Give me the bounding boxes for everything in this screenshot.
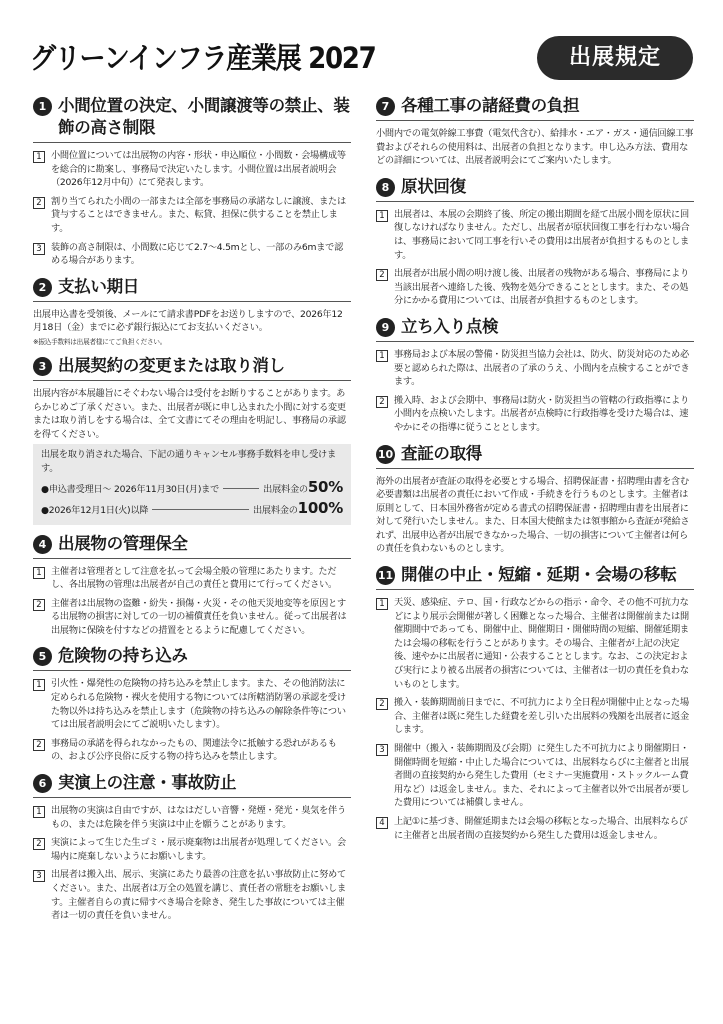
list-item bbox=[33, 597, 351, 638]
item-number: 1 bbox=[33, 806, 45, 818]
section-10-header bbox=[376, 443, 694, 469]
item-number: 3 bbox=[376, 744, 388, 756]
item-text: 搬入時、および会期中、事務局は防火・防災担当の管轄の行政指導により小間内を点検いたします。出展者が点検時に行政指導を受けた場合は、速やかにその指導に従うこととします。 bbox=[394, 394, 689, 433]
left-column bbox=[33, 95, 351, 931]
item-number: 3 bbox=[33, 870, 45, 882]
item-number: 2 bbox=[376, 396, 388, 408]
section-4-header bbox=[33, 533, 351, 559]
section-3-header bbox=[33, 355, 351, 381]
regulations-badge: 出展規定 bbox=[537, 36, 693, 80]
section-9 bbox=[376, 316, 694, 435]
section-paragraph: 小間内での電気幹線工事費（電気代含む）、給排水・エア・ガス・通信回線工事費およびそれらの使用料は、出展者の負担となります。申し込み方法、費用などの詳細については、出展者説明会にてご案内いたします。 bbox=[376, 128, 694, 167]
item-text: 出展者は搬入出、展示、実演にあたり最善の注意を払い事故防止に努めてください。また、出展者は万全の処置を講じ、責任者の常駐をお願いします。主催者自らの責に帰すべき場合を除き、発生した事故については主催者は一切の責任を負いません。 bbox=[51, 869, 346, 922]
section-paragraph: 海外の出展者が査証の取得を必要とする場合、招聘保証書・招聘理由書を含む必要書類は出展者の責任において作成・手続きを行うものとします。主催者は原則として、日本国外務省が定める書式の招聘保証書・招聘理由書を出展者に対して発行いたしません。また、日本国大使館または領事館から査証が発給されず、出展申込者が出展できなかった場合、一切の損害について主催者は何らの責任を負わないものとします。 bbox=[376, 475, 690, 555]
list-item bbox=[33, 241, 351, 268]
event-title: グリーンインフラ産業展 2027 bbox=[30, 41, 376, 75]
section-number-badge: 9 bbox=[376, 318, 395, 337]
right-column bbox=[376, 95, 694, 850]
cancellation-fee-label: 出展料金の bbox=[263, 483, 308, 495]
list-item bbox=[33, 565, 351, 592]
section-title: 立ち入り点検 bbox=[401, 316, 499, 336]
item-number: 2 bbox=[33, 838, 45, 850]
section-2-header bbox=[33, 276, 351, 302]
leader-line bbox=[223, 488, 259, 489]
leader-line bbox=[152, 509, 249, 510]
section-title: 各種工事の諸経費の負担 bbox=[401, 96, 580, 115]
item-text: 搬入・装飾期間前日までに、不可抗力により全日程が開催中止となった場合、主催者は既に発生した経費を差し引いた出展料の残額を出展者に返金します。 bbox=[394, 697, 689, 736]
section-title: 出展契約の変更または取り消し bbox=[58, 355, 285, 375]
item-number: 1 bbox=[376, 598, 388, 610]
list-item bbox=[376, 815, 694, 842]
list-item bbox=[376, 394, 694, 435]
cancellation-percent: 50% bbox=[307, 477, 343, 496]
section-10 bbox=[376, 443, 694, 557]
cancellation-fee-box bbox=[33, 444, 351, 524]
section-number-badge: 10 bbox=[376, 445, 395, 464]
section-1-header bbox=[33, 95, 351, 143]
cancellation-row bbox=[41, 478, 343, 499]
list-item bbox=[33, 804, 351, 831]
item-number: 3 bbox=[33, 243, 45, 255]
item-number: 1 bbox=[376, 350, 388, 362]
item-number: 4 bbox=[376, 817, 388, 829]
list-item bbox=[376, 596, 694, 691]
item-text: 事務局および本展の警備・防災担当協力会社は、防火、防災対応のため必要と認められた際は、出展者の了承のうえ、小間内を点検することができます。 bbox=[394, 348, 690, 388]
item-number: 2 bbox=[376, 698, 388, 710]
list-item bbox=[33, 737, 351, 764]
item-number: 1 bbox=[33, 151, 45, 163]
section-2 bbox=[33, 276, 351, 347]
item-number: 1 bbox=[33, 679, 45, 691]
item-number: 1 bbox=[33, 567, 45, 579]
list-item bbox=[376, 696, 694, 737]
item-number: 2 bbox=[376, 269, 388, 281]
section-6 bbox=[33, 772, 351, 923]
item-number: 2 bbox=[33, 197, 45, 209]
list-item bbox=[376, 208, 694, 262]
section-number-badge: 8 bbox=[376, 178, 395, 197]
list-item bbox=[33, 868, 351, 922]
section-number-badge: 2 bbox=[33, 278, 52, 297]
section-8 bbox=[376, 176, 694, 308]
page-header bbox=[30, 34, 693, 90]
section-title: 出展物の管理保全 bbox=[58, 533, 188, 553]
cancellation-fee-label: 出展料金の bbox=[252, 504, 298, 516]
item-number: 1 bbox=[376, 210, 388, 222]
section-5 bbox=[33, 645, 351, 764]
item-number: 2 bbox=[33, 599, 45, 611]
section-title: 実演上の注意・事故防止 bbox=[58, 773, 237, 793]
section-number-badge: 6 bbox=[33, 774, 52, 793]
item-text: 出展者が出展小間の明け渡し後、出展者の残物がある場合、事務局により当該出展者へ連絡した後、残物を処分できることとします。また、その処分にかかる費用については、出展者が負担するものとします。 bbox=[394, 268, 689, 307]
section-number-badge: 7 bbox=[376, 97, 395, 116]
section-7-header bbox=[376, 95, 694, 121]
section-number-badge: 5 bbox=[33, 647, 52, 666]
cancellation-period: ●申込書受理日〜 2026年11月30日(月)まで bbox=[41, 483, 220, 495]
section-3 bbox=[33, 355, 351, 525]
list-item bbox=[33, 836, 351, 863]
item-text: 主催者は管理者として注意を払って会場全般の管理にあたります。ただし、各出展物の管理は出展者が自己の責任と費用にて行ってください。 bbox=[51, 565, 337, 591]
section-6-header bbox=[33, 772, 351, 798]
item-number: 2 bbox=[33, 739, 45, 751]
section-11-header bbox=[376, 564, 694, 590]
section-number-badge: 3 bbox=[33, 357, 52, 376]
item-text: 開催中（搬入・装飾期間及び会期）に発生した不可抗力により開催期日・開催時間を短縮・中止した場合については、出展料ならびに主催者と出展者間の直接契約から発生した費用（セミナー実施費用・ストックルーム費用など）は返金しません。また、それによって主催者以外で出展者が要した費用については補償しません。 bbox=[394, 743, 690, 809]
item-text: 事務局の承諾を得られなかったもの、関連法令に抵触する恐れがあるもの、および公序良俗に反する物の持ち込みを禁止します。 bbox=[51, 737, 337, 763]
section-paragraph: 出展申込書を受領後、メールにて請求書PDFをお送りしますので、2026年12月18日（金）までに必ず銀行振込にてお支払いください。 bbox=[33, 308, 343, 334]
list-item bbox=[376, 742, 694, 810]
cancellation-row bbox=[41, 499, 343, 520]
list-item bbox=[33, 195, 351, 236]
section-8-header bbox=[376, 176, 694, 202]
footnote: ※振込手数料は出展者様にてご負担ください。 bbox=[33, 337, 167, 346]
list-item bbox=[33, 149, 351, 190]
item-text: 装飾の高さ制限は、小間数に応じて2.7〜4.5mとし、一部のみ6mまで認める場合があります。 bbox=[51, 241, 344, 267]
section-title: 査証の取得 bbox=[401, 443, 483, 463]
item-text: 上記①に基づき、開催延期または会場の移転となった場合、出展料ならびに主催者と出展者間の直接契約から発生した費用は返金しません。 bbox=[394, 815, 688, 841]
section-paragraph: 出展内容が本展趣旨にそぐわない場合は受付をお断りすることがあります。あらかじめご了承ください。また、出展者が既に申し込まれた小間に対する変更または取り消しをする場合は、全て文書にてその理由を明記し、事務局の承認を得てください。 bbox=[33, 387, 346, 440]
item-text: 引火性・爆発性の危険物の持ち込みを禁止します。また、その他消防法に定められる危険物・裸火を使用する物については所轄消防署の承認を受けた物以外は持ち込みを禁止します（危険物の持ち込みの解除条件等については出展者説明会にてご説明いたします）。 bbox=[51, 678, 346, 731]
item-text: 出展者は、本展の会期終了後、所定の搬出期間を経て出展小間を原状に回復しなければなりません。ただし、出展者が原状回復工事を行わない場合は、事務局において同工事を行いその費用は出展者が負担するものとします。 bbox=[394, 208, 690, 261]
list-item bbox=[376, 348, 694, 389]
item-text: 天災、感染症、テロ、国・行政などからの指示・命令、その他不可抗力などにより展示会開催が著しく困難となった場合、主催者は開催前または開催期間中であっても、開催中止、開催期日・開催時間の短縮、開催延期または会場の移転を行うことがあります。その場合、主催者が上記の決定後、速やかに出展者に通知・公表することとします。なお、この決定および実行により被る出展者の損害については、主催者は一切の責任を負わないものとします。 bbox=[394, 597, 689, 690]
list-item bbox=[33, 677, 351, 731]
section-7 bbox=[376, 95, 694, 168]
section-title: 開催の中止・短縮・延期・会場の移転 bbox=[401, 565, 677, 585]
section-number-badge: 11 bbox=[376, 566, 395, 585]
section-title: 支払い期日 bbox=[58, 276, 140, 296]
section-4 bbox=[33, 533, 351, 638]
cancellation-percent: 100% bbox=[297, 498, 343, 517]
list-item bbox=[376, 267, 694, 308]
section-11 bbox=[376, 564, 694, 842]
section-title: 危険物の持ち込み bbox=[58, 646, 188, 666]
item-text: 主催者は出展物の盗難・紛失・損傷・火災・その他天災地変等を原因とする出展物の損害に対しての一切の補償責任を負いません。従って出展者は出展物に保険を付すなどの措置をとるように配慮してください。 bbox=[51, 597, 347, 636]
cancellation-intro: 出展を取り消された場合、下記の通りキャンセル事務手数料を申し受けます。 bbox=[41, 449, 336, 474]
cancellation-period: ●2026年12月1日(火)以降 bbox=[41, 504, 149, 516]
section-number-badge: 4 bbox=[33, 535, 52, 554]
section-title: 原状回復 bbox=[401, 176, 466, 196]
section-9-header bbox=[376, 316, 694, 342]
item-text: 割り当てられた小間の一部または全部を事務局の承諾なしに譲渡、または貸与することはできません。また、転貸、担保に供することを禁止します。 bbox=[51, 195, 346, 234]
item-text: 実演によって生じた生ゴミ・展示廃棄物は出展者が処理してください。会場内に廃棄しないようにお願いします。 bbox=[51, 837, 346, 862]
section-1 bbox=[33, 95, 351, 268]
item-text: 小間位置については出展物の内容・形状・申込順位・小間数・会場構成等を総合的に勘案し、事務局で決定いたします。小間位置は出展者説明会（2026年12月中旬）にて発表します。 bbox=[51, 150, 346, 189]
section-number-badge: 1 bbox=[33, 97, 52, 116]
section-5-header bbox=[33, 645, 351, 671]
section-title: 小間位置の決定、小間譲渡等の禁止、装飾の高さ制限 bbox=[58, 96, 350, 137]
item-text: 出展物の実演は自由ですが、はなはだしい音響・発煙・発光・臭気を伴うもの、または危険を伴う実演は中止を願うことがあります。 bbox=[51, 805, 346, 830]
